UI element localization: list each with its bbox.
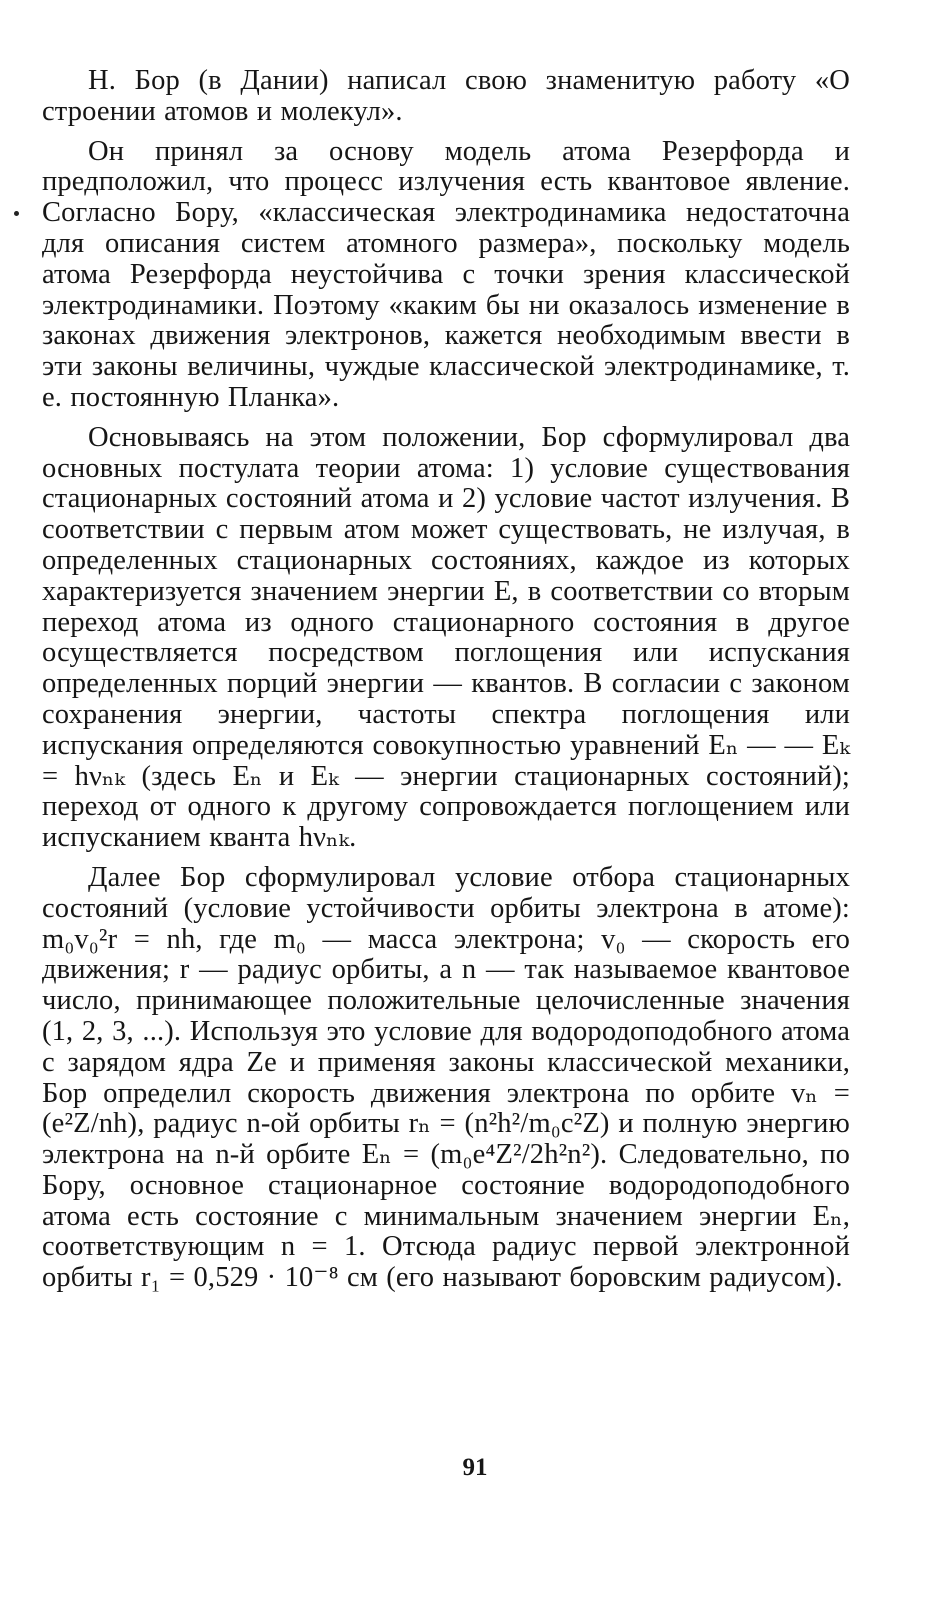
page-number: 91 (462, 1454, 488, 1481)
paragraph-intro: Н. Бор (в Дании) написал свою знаменитую работу «О строении атомов и молекул». (42, 65, 850, 127)
paragraph-postulates: Основываясь на этом положении, Бор сформулировал два основных постулата теории атома: 1) условие существования стационарных состояний атома и 2) условие частот излучения. В соответствии с первым атом может существовать, не излучая, в определенных стационарных состояниях, каждое из которых характеризуется значением энергии E, в соответствии со вторым переход атома из одного стационарного состояния в другое осуществляется посредством поглощения или испускания определенных порций энергии — квантов. В согласии с законом сохранения энергии, частоты спектра поглощения или испускания определяются совокупностью уравнений Eₙ — — Eₖ = hνₙₖ (здесь Eₙ и Eₖ — энергии стационарных состояний); переход от одного к другому сопровождается поглощением или испусканием кванта hνₙₖ. (42, 421, 850, 854)
margin-mark (14, 211, 19, 216)
paragraph-orbit-condition: Далее Бор сформулировал условие отбора стационарных состояний (условие устойчивости орбиты электрона в атоме): m₀v₀²r = nh, где m₀ — масса электрона; v₀ — скорость его движения; r — радиус орбиты, а n — так называемое квантовое число, принимающее положительные целочисленные значения (1, 2, 3, ...). Используя это условие для водородоподобного атома с зарядом ядра Ze и применяя законы классической механики, Бор определил скорость движения электрона по орбите vₙ = (e²Z/nh), радиус n-ой орбиты rₙ = (n²h²/m₀c²Z) и полную энергию электрона на n-й орбите Eₙ = (m₀e⁴Z²/2h²n²). Следовательно, по Бору, основное стационарное состояние водородоподобного атома есть состояние с минимальным значением энергии Eₙ, соответствующим n = 1. Отсюда радиус первой электронной орбиты r₁ = 0,529 · 10⁻⁸ см (его называют боровским радиусом). (42, 861, 850, 1294)
page-body (42, 66, 850, 1303)
paragraph-rutherford-model: Он принял за основу модель атома Резерфорда и предположил, что процесс излучения есть квантовое явление. Согласно Бору, «классическая электродинамика недостаточна для описания систем атомного размера», поскольку модель атома Резерфорда неустойчива с точки зрения классической электродинамики. Поэтому «каким бы ни оказалось изменение в законах движения электронов, кажется необходимым ввести в эти законы величины, чуждые классической электродинамике, т. е. постоянную Планка». (42, 135, 850, 413)
